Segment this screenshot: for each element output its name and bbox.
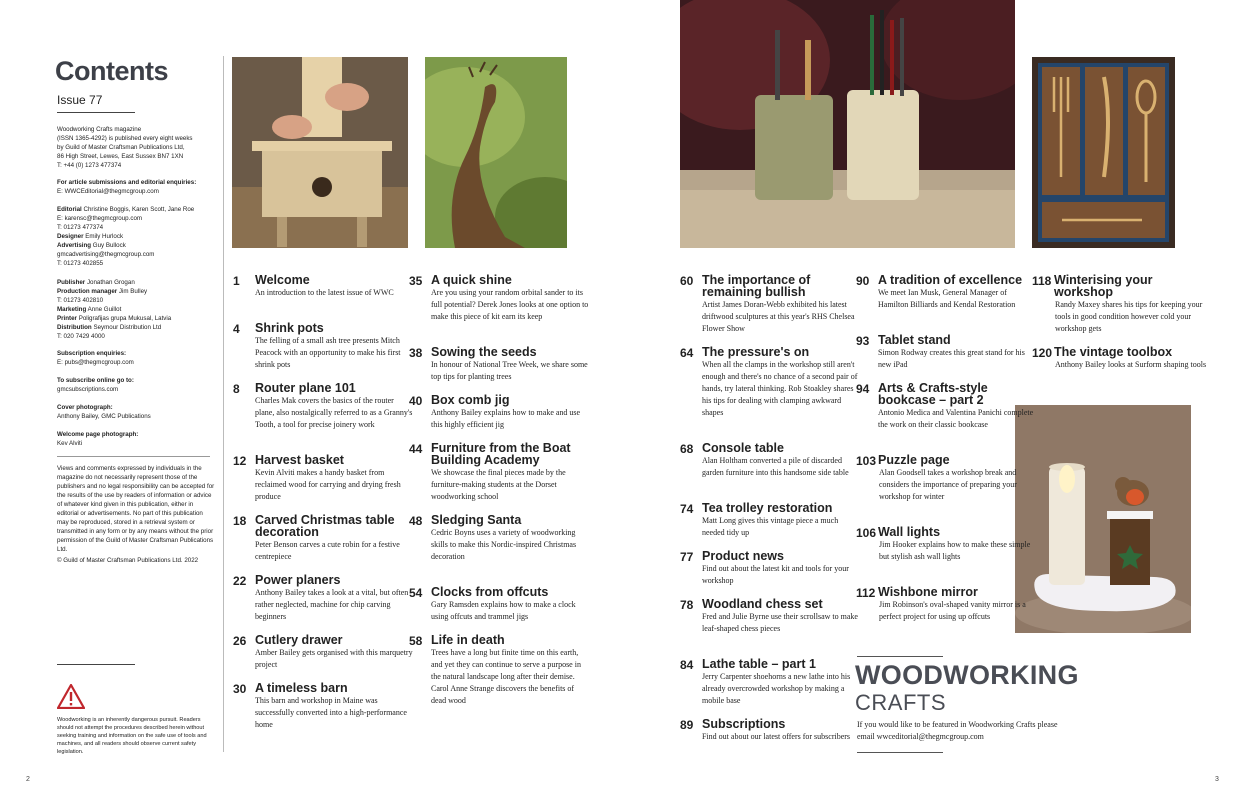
- credit-text: Poligrafijas grupa Mukusal, Latvia: [78, 315, 172, 322]
- toc-description: When all the clamps in the workshop still aren't enough and there's no chance of a second pair of hands, try lateral thinking. Rob Stoakley shares his tips for dealing with clamping awkward shapes: [702, 360, 858, 417]
- credit-line: [57, 296, 217, 305]
- toc-description: Anthony Bailey looks at Surform shaping tools: [1055, 360, 1207, 369]
- toc-title: A timeless barn: [255, 681, 348, 695]
- credit-line: [57, 332, 217, 341]
- toc-page-number: 26: [233, 634, 247, 648]
- toc-description: Charles Mak covers the basics of the router plane, also nostalgically referred to as a Granny's Tooth, a tool for precise joinery work: [255, 396, 413, 429]
- subscription-email: E: pubs@thegmcgroup.com: [57, 359, 134, 366]
- toc-description: In honour of National Tree Week, we share some top tips for planting trees: [431, 360, 588, 381]
- toc-description: The felling of a small ash tree presents Mitch Peacock with an opportunity to make his first shrink pots: [255, 336, 401, 369]
- toc-description: Are you using your random orbital sander to its full potential? Derek Jones looks at one option to make this piece of kit earn its keep: [431, 288, 589, 321]
- staff-list: [57, 205, 217, 268]
- toc-title: Subscriptions: [702, 717, 786, 731]
- toc-page-number: 94: [856, 382, 870, 396]
- toc-title: Shrink pots: [255, 321, 324, 335]
- logo-rule-bottom: [857, 752, 943, 753]
- credit-line: [57, 241, 217, 250]
- submissions-heading: For article submissions and editorial enquiries:: [57, 179, 197, 186]
- publisher-info-line: by Guild of Master Craftsman Publications Ltd,: [57, 144, 185, 151]
- toc-title: Console table: [702, 441, 784, 455]
- toc-title: Wishbone mirror: [878, 585, 978, 599]
- toc-description: Find out about our latest offers for subscribers: [702, 732, 851, 741]
- robin-decoration-photo: [1015, 405, 1191, 633]
- toc-description: Alan Goodsell takes a workshop break and considers the importance of preparing your workshop for winter: [879, 468, 1017, 501]
- magazine-logo-line2: CRAFTS: [855, 690, 946, 715]
- credit-line: [57, 250, 217, 259]
- welcome-credit: Kev Alviti: [57, 440, 83, 447]
- toc-title: Woodland chess set: [702, 597, 823, 611]
- toc-title: Tablet stand: [878, 333, 951, 347]
- toc-description: Anthony Bailey takes a look at a vital, but often rather neglected, machine for chip carving beginners: [255, 588, 409, 621]
- warning-icon: [57, 684, 85, 709]
- credit-role: Printer: [57, 315, 77, 322]
- toc-description: Fred and Julie Byrne use their scrollsaw to make leaf-shaped chess pieces: [702, 612, 858, 633]
- toc-title: Carved Christmas table decoration: [255, 513, 395, 539]
- toc-page-number: 118: [1032, 274, 1052, 288]
- cover-credit: Anthony Bailey, GMC Publications: [57, 413, 151, 420]
- toc-description: Gary Ramsden explains how to make a clock using offcuts and trammel jigs: [431, 600, 576, 621]
- credit-line: [57, 205, 217, 214]
- toc-title: Router plane 101: [255, 381, 356, 395]
- subscribe-url: gmcsubscriptions.com: [57, 386, 119, 393]
- submissions-email: E: WWCEditorial@thegmcgroup.com: [57, 188, 159, 195]
- toc-description: Simon Rodway creates this great stand for his new iPad: [878, 348, 1025, 369]
- feature-note: If you would like to be featured in Woodworking Crafts please email wwceditorial@thegmcgroup.com: [857, 720, 1058, 741]
- toc-page-number: 30: [233, 682, 247, 696]
- info-divider: [57, 456, 210, 457]
- credit-text: T: 01273 402810: [57, 297, 104, 304]
- toc-description: Amber Bailey gets organised with this marquetry project: [255, 648, 413, 669]
- credit-role: Advertising: [57, 242, 92, 249]
- credit-text: T: 01273 402855: [57, 260, 104, 267]
- subscribe-block: [57, 376, 217, 394]
- production-list: [57, 278, 217, 341]
- toc-description: Find out about the latest kit and tools for your workshop: [702, 564, 849, 585]
- toc-title: Clocks from offcuts: [431, 585, 549, 599]
- title-rule: [57, 112, 135, 113]
- copyright-text: © Guild of Master Craftsman Publications Ltd. 2022: [57, 557, 199, 564]
- toc-page-number: 60: [680, 274, 694, 288]
- toc-title: The vintage toolbox: [1054, 345, 1173, 359]
- toc-description: Randy Maxey shares his tips for keeping your tools in good condition however cold your workshop gets: [1055, 300, 1203, 333]
- credit-text: gmcadvertising@thegmcgroup.com: [57, 251, 155, 258]
- credit-line: [57, 305, 217, 314]
- toc-page-number: 74: [680, 502, 694, 516]
- toc-title: Sowing the seeds: [431, 345, 537, 359]
- toc-title: Life in death: [431, 633, 505, 647]
- publisher-info-line: T: +44 (0) 1273 477374: [57, 162, 122, 169]
- toc-page-number: 112: [856, 586, 876, 600]
- toc-page-number: 90: [856, 274, 870, 288]
- publisher-info-line: Woodworking Crafts magazine: [57, 126, 142, 133]
- toc-page-number: 44: [409, 442, 423, 456]
- toc-page-number: 103: [856, 454, 877, 468]
- toc-page-number: 93: [856, 334, 870, 348]
- cover-credit-block: [57, 403, 217, 421]
- toc-description: Artist James Doran-Webb exhibited his latest driftwood sculptures at this year's RHS Chelsea Flower Show: [702, 300, 855, 333]
- toc-page-number: 40: [409, 394, 423, 408]
- toc-description: Jerry Carpenter shoehorns a new lathe into his already overcrowded workshop by making a mobile base: [702, 672, 851, 705]
- toc-description: Antonio Medica and Valentina Panichi complete the work on their classic bookcase: [878, 408, 1034, 429]
- credit-text: Guy Bullock: [92, 242, 126, 249]
- toc-page-number: 35: [409, 274, 423, 288]
- toc-title: A tradition of excellence: [878, 273, 1023, 287]
- credit-line: [57, 259, 217, 268]
- toc-page-number: 84: [680, 658, 694, 672]
- disclaimer-text: Views and comments expressed by individuals in the magazine do not necessarily represent those of the publishers and no legal responsibility can be accepted for the results of the use by readers of information or advice of whatever kind given in this publication, either in editorial or advertisements. No part of this publication may be reproduced, stored in a retrieval system or transmitted in any form or by any means without the prior permission of the Guild of Master Craftsman Publications Ltd.: [57, 465, 215, 553]
- toc-page-number: 54: [409, 586, 423, 600]
- credit-line: [57, 278, 217, 287]
- page-number-left: 2: [26, 776, 30, 783]
- shrink-pot-jig-photo: [232, 57, 408, 248]
- credit-role: Designer: [57, 233, 84, 240]
- credit-text: T: 01273 477374: [57, 224, 104, 231]
- toc-page-number: 78: [680, 598, 694, 612]
- credit-line: [57, 232, 217, 241]
- toc-description: Jim Robinson's oval-shaped vanity mirror is a perfect project for using up offcuts: [879, 600, 1026, 621]
- toc-page-number: 4: [233, 322, 240, 336]
- toc-page-number: 38: [409, 346, 423, 360]
- toc-page-number: 58: [409, 634, 423, 648]
- toc-title: Sledging Santa: [431, 513, 522, 527]
- toc-description: Kevin Alviti makes a handy basket from reclaimed wood for carrying and drying fresh produce: [255, 468, 401, 501]
- toc-page-number: 22: [233, 574, 247, 588]
- toc-description: Peter Benson carves a cute robin for a festive centrepiece: [255, 540, 400, 561]
- toc-page-number: 106: [856, 526, 877, 540]
- toc-description: We showcase the final pieces made by the furniture-making students at the Dorset woodworking school: [431, 468, 566, 501]
- credit-role: Editorial: [57, 206, 82, 213]
- carved-pots-photo: [680, 0, 1015, 248]
- credit-text: Seymour Distribution Ltd: [93, 324, 162, 331]
- credit-line: [57, 214, 217, 223]
- credit-role: Distribution: [57, 324, 92, 331]
- column-divider: [223, 56, 224, 752]
- welcome-credit-block: [57, 430, 217, 448]
- toc-description: An introduction to the latest issue of WWC: [255, 288, 394, 297]
- welcome-heading: Welcome page photograph:: [57, 431, 139, 438]
- toc-title: Product news: [702, 549, 784, 563]
- credit-text: Christine Boggis, Karen Scott, Jane Roe: [83, 206, 195, 213]
- credit-text: Emily Hurlock: [85, 233, 124, 240]
- issue-number: Issue 77: [57, 93, 103, 107]
- publisher-info-line: (ISSN 1365-4292) is published every eight weeks: [57, 135, 193, 142]
- toc-page-number: 12: [233, 454, 247, 468]
- toc-title: Cutlery drawer: [255, 633, 343, 647]
- toc-title: The pressure's on: [702, 345, 810, 359]
- credit-text: T: 020 7429 4000: [57, 333, 105, 340]
- safety-rule: [57, 664, 135, 665]
- subscribe-heading: To subscribe online go to:: [57, 377, 134, 384]
- toc-description: Cedric Boyns uses a variety of woodworking skills to make this Nordic-inspired Christmas decoration: [431, 528, 577, 561]
- safety-warning: Woodworking is an inherently dangerous pursuit. Readers should not attempt the procedures described herein without seeking training and information on the safe use of tools and machines, and all readers should observe current safety legislation.: [57, 717, 207, 755]
- toc-title: Lathe table – part 1: [702, 657, 816, 671]
- credit-line: [57, 323, 217, 332]
- toc-title: Welcome: [255, 273, 310, 287]
- toc-description: Anthony Bailey explains how to make and use this highly efficient jig: [431, 408, 581, 429]
- toc-description: Trees have a long but finite time on this earth, and yet they can continue to serve a purpose in the natural landscape long after their demise. Carol Anne Strange discovers the benefits of dead wood: [431, 648, 581, 705]
- toc-title: Arts & Crafts-style bookcase – part 2: [878, 381, 988, 407]
- page-title: Contents: [55, 56, 168, 86]
- toc-page-number: 77: [680, 550, 694, 564]
- cover-heading: Cover photograph:: [57, 404, 113, 411]
- credit-text: Jonathan Grogan: [86, 279, 135, 286]
- magazine-logo-line1: WOODWORKING: [855, 660, 1079, 690]
- toc-page-number: 48: [409, 514, 423, 528]
- toc-page-number: 18: [233, 514, 247, 528]
- toc-title: The importance of remaining bullish: [702, 273, 811, 299]
- credit-text: Anne Guillot: [87, 306, 122, 313]
- toc-title: A quick shine: [431, 273, 512, 287]
- toc-page-number: 64: [680, 346, 694, 360]
- credit-role: Marketing: [57, 306, 87, 313]
- credit-line: [57, 287, 217, 296]
- subscription-block: [57, 349, 217, 367]
- publisher-info-line: 86 High Street, Lewes, East Sussex BN7 1XN: [57, 153, 184, 160]
- toc-title: Tea trolley restoration: [702, 501, 833, 515]
- toc-title: Puzzle page: [878, 453, 950, 467]
- credit-text: Jim Bulley: [118, 288, 148, 295]
- toc-page-number: 68: [680, 442, 694, 456]
- driftwood-bird-photo: [425, 57, 567, 248]
- toc-page-number: 8: [233, 382, 240, 396]
- logo-rule-top: [857, 656, 943, 657]
- toc-title: Wall lights: [878, 525, 941, 539]
- toc-description: Matt Long gives this vintage piece a much needed tidy up: [702, 516, 839, 537]
- toc-title: Power planers: [255, 573, 341, 587]
- toc-page-number: 120: [1032, 346, 1053, 360]
- page-number-right: 3: [1215, 776, 1219, 783]
- publisher-info: [57, 125, 217, 170]
- credit-line: [57, 314, 217, 323]
- toc-title: Harvest basket: [255, 453, 344, 467]
- credit-role: Production manager: [57, 288, 118, 295]
- submissions-block: [57, 178, 217, 196]
- subscription-heading: Subscription enquiries:: [57, 350, 127, 357]
- toc-description: We meet Ian Musk, General Manager of Hamilton Billiards and Kendal Restoration: [878, 288, 1016, 309]
- toc-description: Alan Holtham converted a pile of discarded garden furniture into this handsome side table: [702, 456, 849, 477]
- toc-title: Winterising your workshop: [1054, 273, 1153, 299]
- credit-text: E: karensc@thegmcgroup.com: [57, 215, 143, 222]
- toc-page-number: 89: [680, 718, 694, 732]
- credit-role: Publisher: [57, 279, 86, 286]
- cutlery-drawer-photo: [1032, 57, 1175, 248]
- toc-title: Furniture from the Boat Building Academy: [431, 441, 571, 467]
- toc-description: This barn and workshop in Maine was successfully converted into a high-performance home: [255, 696, 407, 729]
- toc-title: Box comb jig: [431, 393, 510, 407]
- toc-description: Jim Hooker explains how to make these simple but stylish ash wall lights: [879, 540, 1031, 561]
- toc-page-number: 1: [233, 274, 240, 288]
- credit-line: [57, 223, 217, 232]
